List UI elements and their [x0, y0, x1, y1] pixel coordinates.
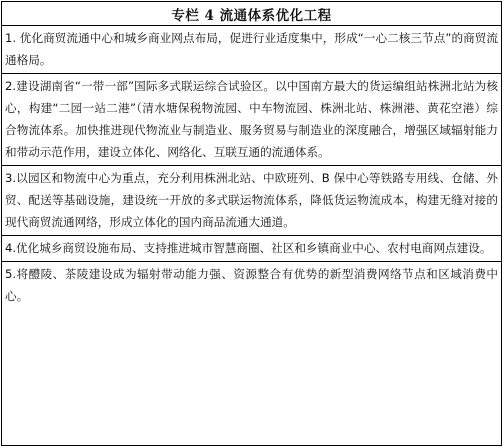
- list-item: 3.以园区和物流中心为重点，充分利用株洲北站、中欧班列、B 保中心等铁路专用线、仓储、外贸、配送等基础设施，建设统一开放的多式联运物流体系，降低货运物流成本，构建无缝对接的现代商贸流通网络，形成立体化的国内商品流通大通道。: [2, 166, 501, 236]
- item-list: [2, 26, 501, 309]
- column-box: [1, 1, 502, 446]
- list-item: 2.建设湖南省“一带一部”国际多式联运综合试验区。以中国南方最大的货运编组站株洲北站为核心，构建“二园一站二港”（清水塘保税物流园、中车物流园、株洲北站、株洲港、黄花空港）综合物流体系。加快推进现代物流业与制造业、服务贸易与制造业的深度融合，增强区域辐射能力和带动示范作用，建设立体化、网络化、互联互通的流通体系。: [2, 74, 501, 166]
- list-item: 4.优化城乡商贸设施布局、支持推进城市智慧商圈、社区和乡镇商业中心、农村电商网点建设。: [2, 236, 501, 262]
- column-title: 专栏 4 流通体系优化工程: [2, 2, 501, 26]
- list-item: 1. 优化商贸流通中心和城乡商业网点布局，促进行业适度集中，形成“一心二核三节点”的商贸流通格局。: [2, 26, 501, 74]
- list-item: 5.将醴陵、茶陵建设成为辐射带动能力强、资源整合有优势的新型消费网络节点和区域消费中心。: [5, 267, 498, 303]
